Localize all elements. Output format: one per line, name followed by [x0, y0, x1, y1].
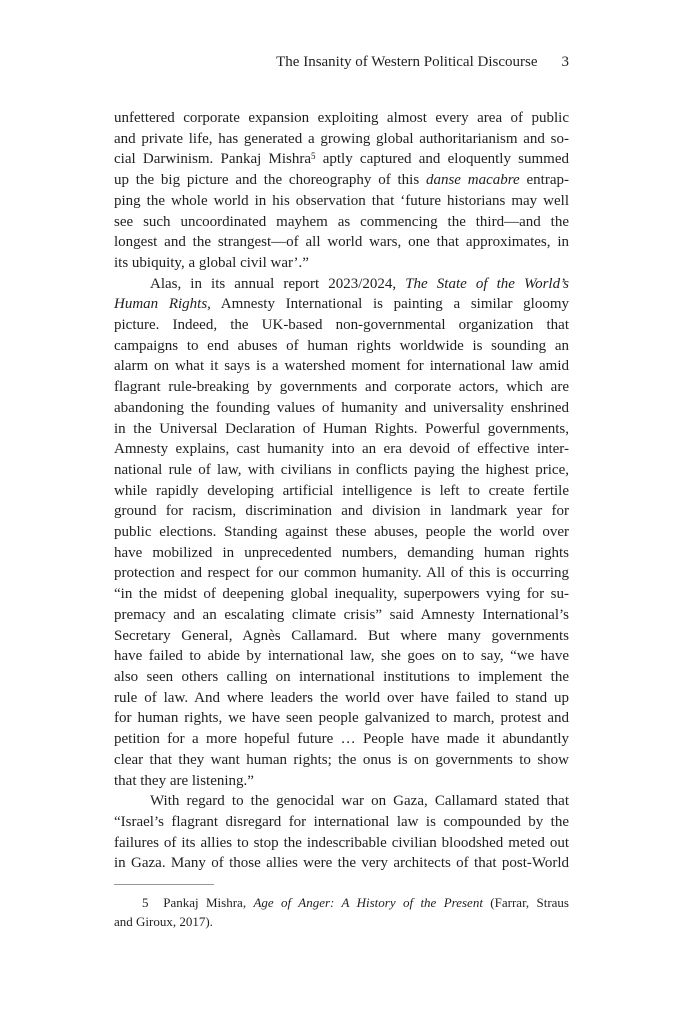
text-segment: rule of law. And where leaders the world over have failed to stand up [114, 689, 569, 706]
text-segment: alarm on what it says is a watershed moment for international law amid [114, 358, 569, 375]
text-segment: unfettered corporate expansion exploiting almost every area of public [114, 110, 569, 126]
text-segment: campaigns to end abuses of human rights worldwide is sounding an [114, 337, 569, 354]
text-line [114, 212, 569, 233]
text-line [114, 274, 569, 295]
text-segment: longest and the strangest—of all world wars, one that approximates, in [114, 234, 569, 251]
running-header [114, 52, 569, 72]
text-segment: ground for racism, discrimination and division in landmark year for [114, 503, 569, 520]
text-segment: and Giroux, 2017). [114, 914, 213, 929]
text-segment: picture. Indeed, the UK-based non-governmental organization that [114, 317, 569, 334]
text-line [114, 336, 569, 357]
paragraph [114, 893, 569, 931]
paragraph [114, 791, 569, 874]
text-line [114, 315, 569, 336]
text-line [114, 170, 569, 191]
text-segment: Age of Anger: A History of the Present [253, 895, 483, 910]
text-line [114, 729, 569, 750]
text-line [114, 750, 569, 771]
text-line [114, 646, 569, 667]
text-line [114, 626, 569, 647]
body-text [114, 108, 569, 874]
text-line [114, 688, 569, 709]
text-segment: in Gaza. Many of those allies were the very architects of that post-World [114, 855, 569, 872]
text-segment: “in the midst of deepening global inequality, superpowers vying for su- [114, 586, 569, 603]
text-segment: “Israel’s flagrant disregard for international law is compounded by the [114, 813, 569, 830]
text-segment: while rapidly developing artificial intelligence is left to create fertile [114, 482, 569, 499]
text-segment: also seen others calling on international institutions to implement the [114, 668, 569, 685]
text-segment: clear that they want human rights; the onus is on governments to show [114, 751, 569, 768]
text-segment: abandoning the founding values of humanity and universality enshrined [114, 399, 569, 416]
footnote [114, 893, 569, 931]
text-line [114, 912, 569, 931]
text-segment: in the Universal Declaration of Human Rights. Powerful governments, [114, 420, 569, 437]
text-segment: Amnesty explains, cast humanity into an era devoid of effective inter- [114, 441, 569, 458]
text-segment: national rule of law, with civilians in conflicts paying the highest price, [114, 461, 569, 478]
text-segment: Secretary General, Agnès Callamard. But where many governments [114, 627, 569, 644]
page-number: 3 [561, 54, 569, 70]
footnote-marker: 5 [311, 150, 316, 161]
text-segment: With regard to the genocidal war on Gaza, Callamard stated that [150, 793, 569, 810]
text-line [114, 398, 569, 419]
text-segment: The State of the World’s [405, 275, 569, 292]
text-line [114, 149, 569, 170]
text-line [114, 771, 569, 792]
text-segment: failures of its allies to stop the indescribable civilian bloodshed meted out [114, 834, 569, 851]
text-segment: entrap- [519, 172, 569, 189]
text-line [114, 253, 569, 274]
text-segment: Alas, in its annual report 2023/2024, [150, 275, 406, 292]
text-segment: public elections. Standing against these abuses, people the world over [114, 524, 569, 541]
text-segment: aptly captured and eloquently summed [315, 151, 569, 168]
text-segment: have mobilized in unprecedented numbers, demanding human rights [114, 544, 569, 561]
text-line [114, 439, 569, 460]
text-line [114, 605, 569, 626]
running-header-title: The Insanity of Western Political Discourse [276, 54, 538, 70]
text-segment: (Farrar, Straus [482, 895, 569, 910]
text-line [114, 812, 569, 833]
text-line [114, 667, 569, 688]
text-line [114, 481, 569, 502]
text-line [114, 294, 569, 315]
text-segment: and private life, has generated a growing global authoritarianism and so- [114, 130, 569, 147]
text-line [114, 563, 569, 584]
text-segment: premacy and an escalating climate crisis” said Amnesty International’s [114, 606, 569, 623]
text-segment: that they are listening.” [114, 772, 254, 789]
text-segment: danse macabre [425, 172, 520, 189]
text-line [114, 893, 569, 912]
text-segment: petition for a more hopeful future … People have made it abundantly [114, 731, 569, 748]
text-line [114, 232, 569, 253]
text-line [114, 460, 569, 481]
text-line [114, 543, 569, 564]
text-line [114, 377, 569, 398]
text-segment: up the big picture and the choreography of this [114, 172, 426, 189]
text-segment: ping the whole world in his observation that ‘future historians may well [114, 192, 569, 209]
text-segment: for human rights, we have seen people galvanized to march, protest and [114, 710, 569, 727]
text-line [114, 419, 569, 440]
text-segment: Amnesty International is painting a similar gloomy [210, 296, 569, 313]
text-segment: Human Rights, [114, 296, 211, 313]
text-line [114, 833, 569, 854]
text-segment: have failed to abide by international law, she goes on to say, “we have [114, 648, 569, 665]
footnote-separator [114, 884, 214, 885]
text-segment: flagrant rule-breaking by governments and corporate actors, which are [114, 379, 569, 396]
text-segment: its ubiquity, a global civil war’.” [114, 254, 309, 271]
paragraph [114, 108, 569, 274]
paragraph [114, 274, 569, 792]
text-segment: protection and respect for our common humanity. All of this is occurring [114, 565, 569, 582]
text-line [114, 584, 569, 605]
text-segment: cial Darwinism. Pankaj Mishra [114, 151, 312, 168]
text-line [114, 791, 569, 812]
text-line [114, 129, 569, 150]
text-line [114, 501, 569, 522]
text-line [114, 522, 569, 543]
text-line [114, 356, 569, 377]
text-line [114, 853, 569, 874]
text-line [114, 191, 569, 212]
text-line [114, 708, 569, 729]
text-segment: 5 Pankaj Mishra, [142, 895, 254, 910]
text-segment: see such uncoordinated mayhem as commencing the third—and the [114, 213, 569, 230]
text-line [114, 108, 569, 129]
